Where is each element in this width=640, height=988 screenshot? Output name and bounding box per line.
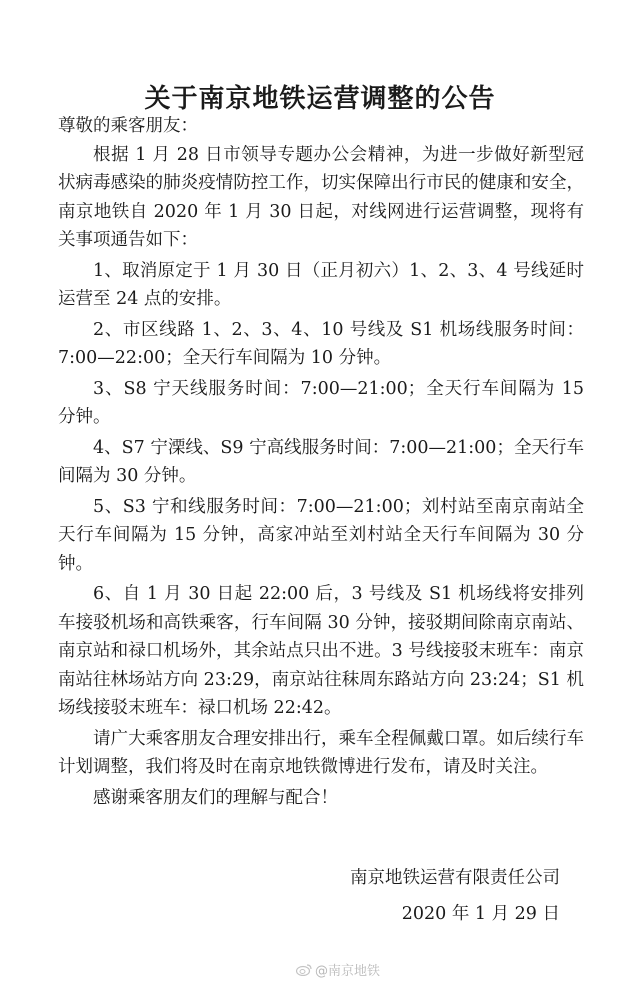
paragraph-advice: 请广大乘客朋友合理安排出行，乘车全程佩戴口罩。如后续行车计划调整，我们将及时在南京地铁微博进行发布，请及时关注。 (58, 728, 584, 777)
weibo-icon (296, 963, 312, 976)
notice-title: 关于南京地铁运营调整的公告 (144, 84, 496, 114)
signature-block (350, 860, 560, 932)
paragraph-thanks: 感谢乘客朋友们的理解与配合！ (93, 787, 338, 808)
notice-body (58, 112, 584, 812)
paragraph-intro: 根据 1 月 28 日市领导专题办公会精神，为进一步做好新型冠状病毒感染的肺炎疫情防控工作，切实保障出行市民的健康和安全，南京地铁自 2020 年 1 月 30 日起，对线网进行运营调整，现将有关事项通告如下： (58, 144, 584, 250)
paragraph-item-2: 2、市区线路 1、2、3、4、10 号线及 S1 机场线服务时间：7:00—22:00；全天行车间隔为 10 分钟。 (58, 319, 584, 368)
greeting: 尊敬的乘客朋友： (58, 116, 198, 136)
paragraph-item-3: 3、S8 宁天线服务时间：7:00—21:00；全天行车间隔为 15 分钟。 (58, 378, 584, 427)
watermark-text: @南京地铁 (314, 964, 380, 979)
paragraph-item-4: 4、S7 宁溧线、S9 宁高线服务时间：7:00—21:00；全天行车间隔为 30 分钟。 (58, 437, 584, 486)
paragraph-item-6: 6、自 1 月 30 日起 22:00 后，3 号线及 S1 机场线将安排列车接驳机场和高铁乘客，行车间隔 30 分钟，接驳期间除南京南站、南京站和禄口机场外，其余站点只出不进。3 号线接驳末班车：南京南站往林场站方向 23:29，南京站往秣周东路站方向 23:24；S1 机场线接驳末班车：禄口机场 22:42。 (58, 584, 584, 718)
issuer-name: 南京地铁运营有限责任公司 (350, 868, 560, 888)
paragraph-item-5: 5、S3 宁和线服务时间：7:00—21:00；刘村站至南京南站全天行车间隔为 15 分钟，高家冲站至刘村站全天行车间隔为 30 分钟。 (58, 496, 584, 574)
watermark (296, 960, 380, 979)
paragraph-item-1: 1、取消原定于 1 月 30 日（正月初六）1、2、3、4 号线延时运营至 24 点的安排。 (58, 260, 584, 309)
issue-date: 2020 年 1 月 29 日 (401, 904, 560, 924)
